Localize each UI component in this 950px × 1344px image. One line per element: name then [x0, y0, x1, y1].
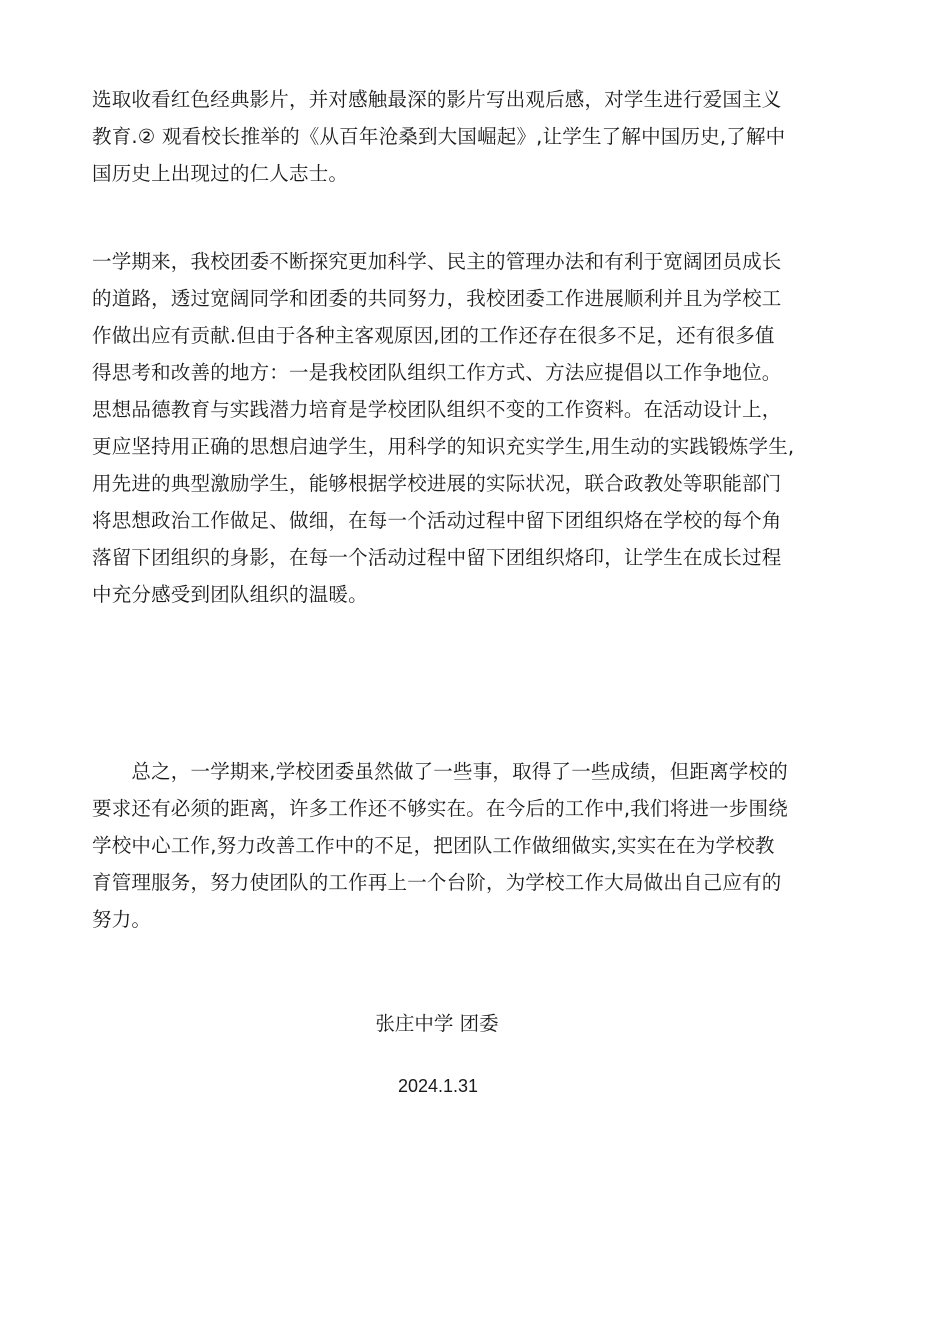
- paragraph-3: [92, 753, 892, 938]
- text-line: 思想品德教育与实践潜力培育是学校团队组织不变的工作资料。在活动设计上，: [92, 398, 782, 421]
- text-line: 更应坚持用正确的思想启迪学生，用科学的知识充实学生,用生动的实践锻炼学生,: [92, 435, 795, 458]
- text-line: 国历史上出现过的仁人志士。: [92, 162, 349, 185]
- text-line: 中充分感受到团队组织的温暖。: [92, 583, 368, 606]
- text-line: 得思考和改善的地方：一是我校团队组织工作方式、方法应提倡以工作争地位。: [92, 361, 782, 384]
- text-line: 育管理服务，努力使团队的工作再上一个台阶，为学校工作大局做出自己应有的: [92, 871, 782, 894]
- text-line: 教育.② 观看校长推举的《从百年沧桑到大国崛起》,让学生了解中国历史,了解中: [92, 125, 786, 148]
- paragraph-1: [92, 81, 892, 192]
- text-line: 要求还有必须的距离，许多工作还不够实在。在今后的工作中,我们将进一步围绕: [92, 797, 788, 820]
- text-line: 的道路，透过宽阔同学和团委的共同努力，我校团委工作进展顺利并且为学校工: [92, 287, 782, 310]
- text-line: 将思想政治工作做足、做细，在每一个活动过程中留下团组织烙在学校的每个角: [92, 509, 782, 532]
- text-line: 作做出应有贡献.但由于各种主客观原因,团的工作还存在很多不足，还有很多值: [92, 324, 775, 347]
- text-line: 努力。: [92, 908, 152, 931]
- paragraph-2: [92, 243, 892, 613]
- text-line: 用先进的典型激励学生，能够根据学校进展的实际状况，联合政教处等职能部门: [92, 472, 782, 495]
- text-line: 落留下团组织的身影，在每一个活动过程中留下团组织烙印，让学生在成长过程: [92, 546, 782, 569]
- text-line: 一学期来，我校团委不断探究更加科学、民主的管理办法和有利于宽阔团员成长: [92, 250, 782, 273]
- text-line: 总之，一学期来,学校团委虽然做了一些事，取得了一些成绩，但距离学校的: [92, 760, 788, 783]
- text-line: 学校中心工作,努力改善工作中的不足，把团队工作做细做实,实实在在为学校教: [92, 834, 775, 857]
- text-line: 选取收看红色经典影片，并对感触最深的影片写出观后感，对学生进行爱国主义: [92, 88, 782, 111]
- signature-date: 2024.1.31: [397, 1076, 479, 1096]
- signature-organization: 张庄中学 团委: [375, 1012, 499, 1035]
